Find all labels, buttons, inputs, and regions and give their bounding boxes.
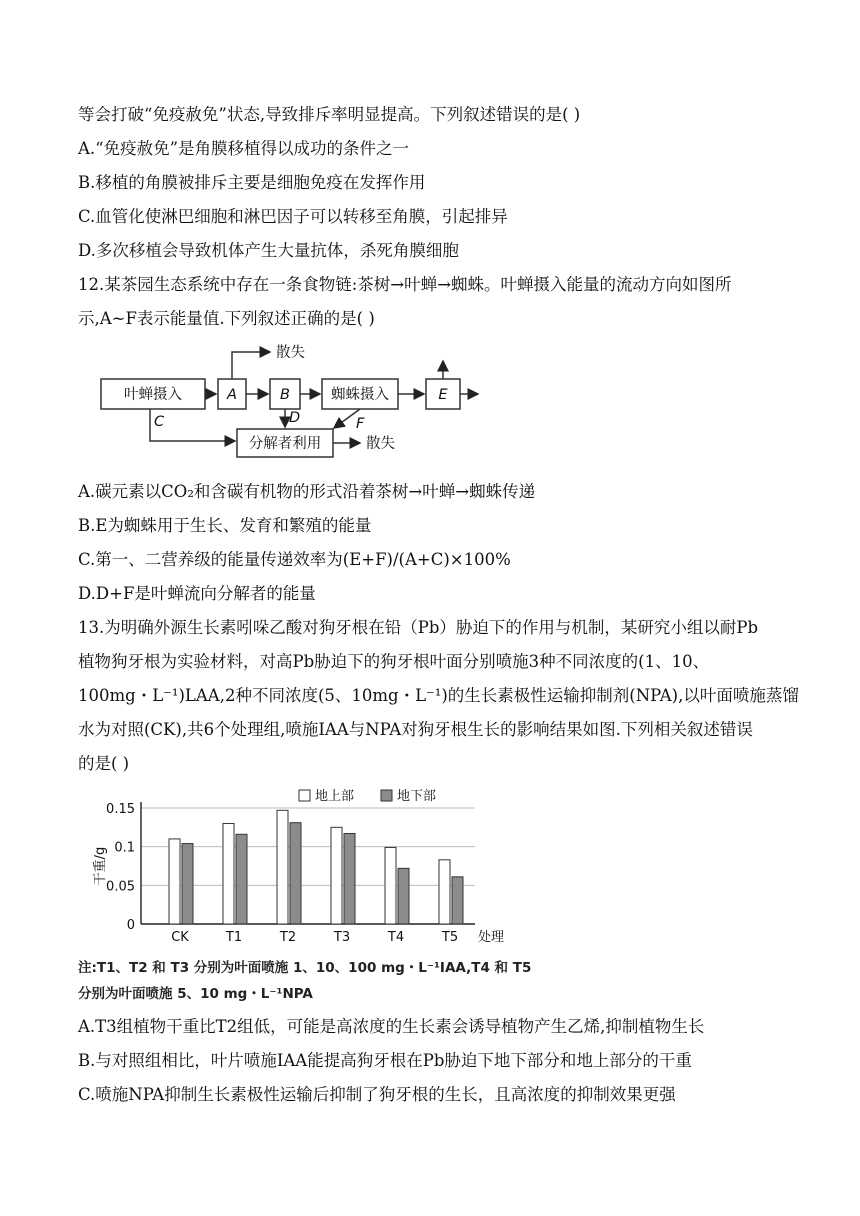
label-decomposer: 分解者利用 bbox=[248, 436, 322, 452]
q12-option-c: C.第一、二营养级的能量传递效率为(E+F)/(A+C)×100% bbox=[78, 550, 511, 569]
bar-above-ground bbox=[439, 860, 450, 924]
q13-option-a: A.T3组植物干重比T2组低，可能是高浓度的生长素会诱导植物产生乙烯,抑制植物生长 bbox=[78, 1017, 705, 1036]
bar-above-ground bbox=[277, 810, 288, 924]
x-tick-label: CK bbox=[171, 930, 189, 945]
x-tick-label: T3 bbox=[333, 930, 351, 945]
bar-above-ground bbox=[169, 839, 180, 924]
legend-label: 地上部 bbox=[315, 789, 355, 804]
q13-stem-line2: 植物狗牙根为实验材料，对高Pb胁迫下的狗牙根叶面分别喷施3种不同浓度的(1、10、 bbox=[78, 652, 710, 671]
q11-option-c: C.血管化使淋巴细胞和淋巴因子可以转移至角膜，引起排异 bbox=[78, 207, 508, 226]
q11-option-a: A.“免疫赦免”是角膜移植得以成功的条件之一 bbox=[78, 139, 410, 158]
bar-below-ground bbox=[398, 868, 409, 924]
label-loss-bottom: 散失 bbox=[366, 436, 395, 452]
q13-option-b: B.与对照组相比，叶片喷施IAA能提高狗牙根在Pb胁迫下地下部分和地上部分的干重 bbox=[78, 1051, 692, 1070]
legend-swatch bbox=[381, 790, 392, 801]
label-c: C bbox=[154, 414, 165, 430]
y-axis-title: 干重/g bbox=[93, 846, 108, 886]
bar-above-ground bbox=[385, 847, 396, 924]
q13-stem-line3: 100mg・L⁻¹)LAA,2种不同浓度(5、10mg・L⁻¹)的生长素极性运输抑制剂(NPA),以叶面喷施蒸馏 bbox=[78, 686, 799, 705]
bar-below-ground bbox=[182, 844, 193, 924]
q11-option-d: D.多次移植会导致机体产生大量抗体，杀死角膜细胞 bbox=[78, 241, 459, 260]
legend-swatch bbox=[299, 790, 310, 801]
x-tick-label: T4 bbox=[387, 930, 405, 945]
label-b: B bbox=[280, 387, 290, 403]
y-tick-label: 0.05 bbox=[106, 879, 135, 895]
label-spider-intake: 蜘蛛摄入 bbox=[331, 387, 389, 403]
q13-stem-line5: 的是( ) bbox=[78, 754, 130, 773]
chart-note-line2: 分别为叶面喷施 5、10 mg・L⁻¹NPA bbox=[78, 986, 313, 1002]
q11-option-b: B.移植的角膜被排斥主要是细胞免疫在发挥作用 bbox=[78, 173, 426, 192]
x-tick-label: T5 bbox=[441, 930, 459, 945]
y-tick-label: 0.15 bbox=[106, 802, 135, 817]
y-tick-label: 0.1 bbox=[114, 840, 135, 856]
legend-label: 地下部 bbox=[397, 789, 437, 804]
x-tick-label: T1 bbox=[225, 930, 243, 945]
q13-option-c: C.喷施NPA抑制生长素极性运输后抑制了狗牙根的生长，且高浓度的抑制效果更强 bbox=[78, 1085, 676, 1104]
q13-stem-line1: 13.为明确外源生长素吲哚乙酸对狗牙根在铅（Pb）胁迫下的作用与机制，某研究小组以耐Pb bbox=[78, 618, 759, 637]
bar-above-ground bbox=[223, 823, 234, 924]
q12-option-a: A.碳元素以CO₂和含碳有机物的形式沿着茶树→叶蝉→蜘蛛传递 bbox=[78, 482, 536, 501]
x-tick-label: T2 bbox=[279, 930, 297, 945]
label-e: E bbox=[438, 387, 448, 403]
label-leafhopper-intake: 叶蝉摄入 bbox=[124, 387, 182, 403]
bar-below-ground bbox=[344, 834, 355, 924]
label-loss-top: 散失 bbox=[276, 345, 305, 361]
q13-stem-line4: 水为对照(CK),共6个处理组,喷施IAA与NPA对狗牙根生长的影响结果如图.下列相关叙述错误 bbox=[78, 720, 753, 739]
chart-note-line1: 注:T1、T2 和 T3 分别为叶面喷施 1、10、100 mg・L⁻¹IAA,T4 和 T5 bbox=[78, 960, 532, 976]
q12-stem-line1: 12.某茶园生态系统中存在一条食物链:茶树→叶蝉→蜘蛛。叶蝉摄入能量的流动方向如图所 bbox=[78, 275, 732, 294]
bar-below-ground bbox=[290, 823, 301, 924]
q12-stem-line2: 示,A~F表示能量值.下列叙述正确的是( ) bbox=[78, 309, 375, 328]
q12-option-d: D.D+F是叶蝉流向分解者的能量 bbox=[78, 584, 316, 603]
x-axis-title: 处理 bbox=[478, 930, 505, 945]
bar-below-ground bbox=[452, 877, 463, 924]
label-d: D bbox=[289, 410, 301, 426]
intro-line: 等会打破“免疫赦免”状态,导致排斥率明显提高。下列叙述错误的是( ) bbox=[78, 105, 581, 124]
y-tick-label: 0 bbox=[126, 918, 135, 933]
label-f: F bbox=[356, 416, 365, 432]
bar-below-ground bbox=[236, 834, 247, 924]
bar-above-ground bbox=[331, 827, 342, 924]
q12-option-b: B.E为蜘蛛用于生长、发育和繁殖的能量 bbox=[78, 516, 372, 535]
label-a: A bbox=[227, 387, 237, 403]
